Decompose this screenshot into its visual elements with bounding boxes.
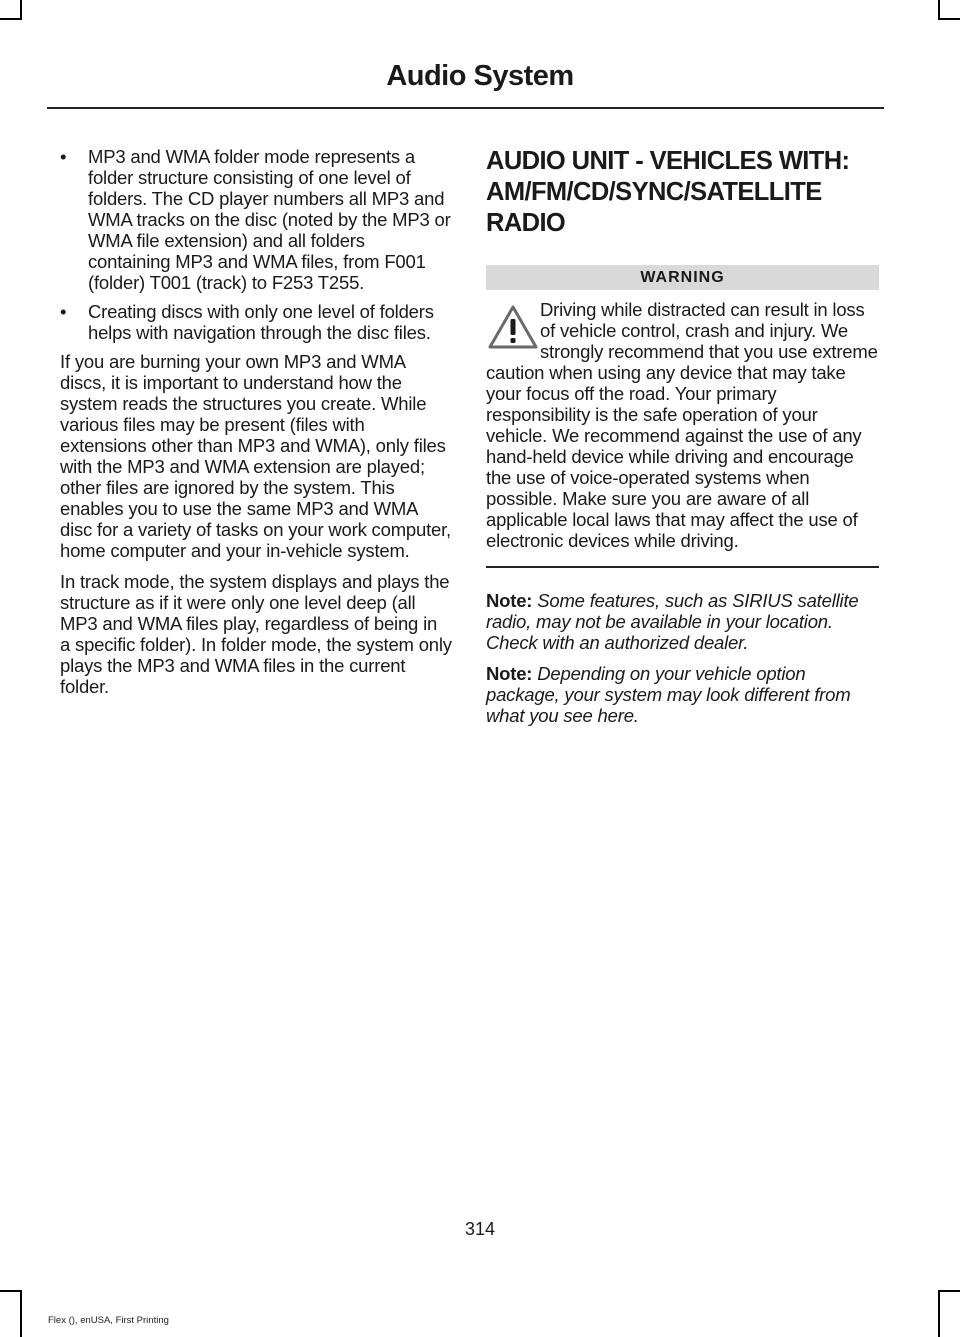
page-title: Audio System <box>386 60 574 92</box>
bullet-text: MP3 and WMA folder mode represents a folder structure consisting of one level of folders. The CD player numbers all MP3 and WMA tracks on the disc (noted by the MP3 or WMA file extension) and all folders containing MP3 and WMA files, from F001 (folder) T001 (track) to F253 T255. <box>88 146 451 293</box>
bullet-marker: • <box>60 301 67 322</box>
warning-text: Driving while distracted can result in loss of vehicle control, crash and injury. We strongly recommend that you use extreme caution when using any device that may take your focus off the road. Your primary responsibility is the safe operation of your vehicle. We recommend against the use of any hand-held device while driving and encourage the use of voice-operated systems when possible. Make sure you are aware of all applicable local laws that may affect the use of electronic devices while driving. <box>486 299 878 551</box>
section-title-line: AUDIO UNIT - VEHICLES WITH: <box>486 147 850 175</box>
warning-triangle-icon <box>486 303 540 353</box>
section-title <box>486 146 879 239</box>
crop-mark-bottom-right-horizontal <box>938 1290 960 1292</box>
section-title-line: AM/FM/CD/SYNC/SATELLITE <box>486 178 822 206</box>
page-number: 314 <box>464 1219 496 1239</box>
warning-rule <box>486 566 879 568</box>
header-rule <box>47 107 884 109</box>
crop-mark-bottom-left-vertical <box>20 1290 22 1337</box>
crop-mark-bottom-left-horizontal <box>0 1290 22 1292</box>
list-item <box>60 301 452 343</box>
warning-label: WARNING <box>486 265 879 290</box>
crop-mark-top-right-vertical <box>938 0 940 18</box>
note <box>486 663 879 726</box>
bullet-list <box>60 146 452 343</box>
crop-mark-top-left-horizontal <box>0 18 22 20</box>
note-label: Note: <box>486 590 533 611</box>
bullet-text: Creating discs with only one level of folders helps with navigation through the disc files. <box>88 301 434 343</box>
list-item <box>60 146 452 293</box>
body-paragraph: In track mode, the system displays and plays the structure as if it were only one level deep (all MP3 and WMA files play, regardless of being in a specific folder). In folder mode, the system only plays the MP3 and WMA files in the current folder. <box>60 571 452 697</box>
note-text: Depending on your vehicle option package, your system may look different from what you see here. <box>486 663 851 726</box>
section-title-line: RADIO <box>486 209 566 237</box>
right-column <box>486 146 879 736</box>
note-label: Note: <box>486 663 533 684</box>
body-paragraph: If you are burning your own MP3 and WMA discs, it is important to understand how the system reads the structures you create. While various files may be present (files with extensions other than MP3 and WMA), only files with the MP3 and WMA extension are played; other files are ignored by the system. This enables you to use the same MP3 and WMA disc for a variety of tasks on your work computer, home computer and your in-vehicle system. <box>60 351 451 561</box>
note <box>486 590 879 653</box>
warning-box <box>486 299 879 551</box>
note-text: Some features, such as SIRIUS satellite radio, may not be available in your location. Check with an authorized dealer. <box>486 590 859 653</box>
edition-footer: Flex (), enUSA, First Printing <box>48 1315 169 1326</box>
crop-mark-bottom-right-vertical <box>938 1290 940 1337</box>
crop-mark-top-left-vertical <box>20 0 22 18</box>
left-column <box>60 146 452 707</box>
bullet-marker: • <box>60 146 67 167</box>
crop-mark-top-right-horizontal <box>938 18 960 20</box>
